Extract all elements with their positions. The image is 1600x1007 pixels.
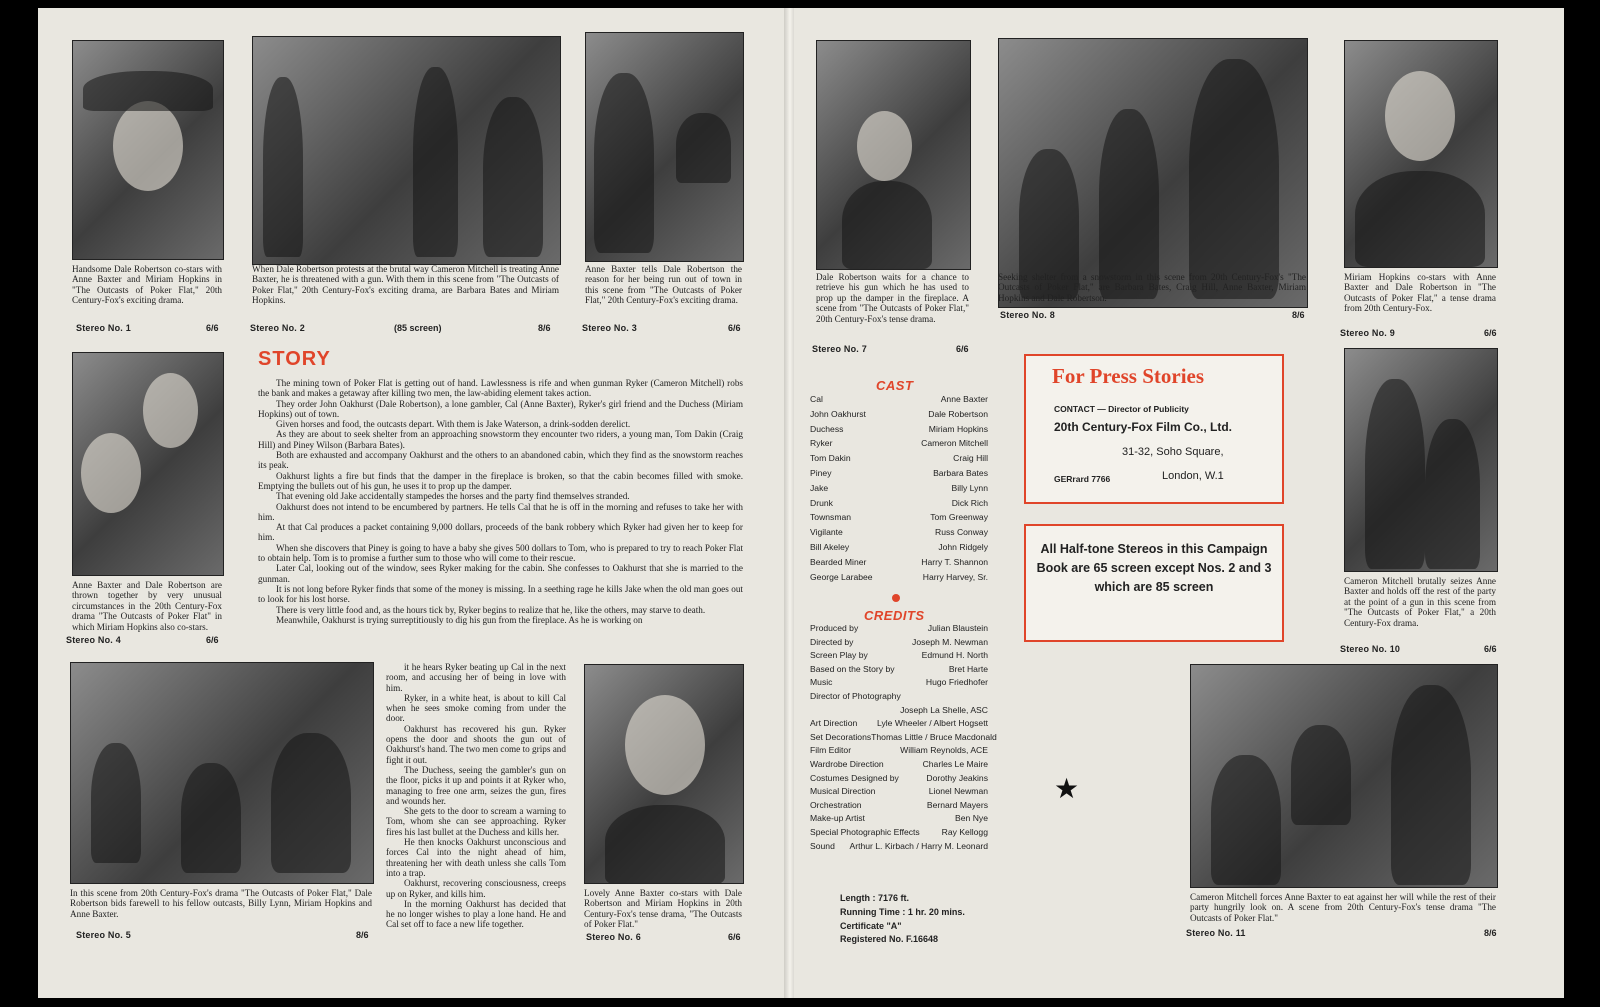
credit-name: Dick Rich (951, 497, 988, 508)
stereo-label-1: Stereo No. 1 (76, 323, 131, 333)
credit-role: Sound (810, 840, 835, 851)
caption-7: Dale Robertson waits for a chance to retrieve his gun which he has used to prop up the damper in the fireplace. A scene from "The Outcasts of Poker Flat," 20th Century-Fox's tense drama. (816, 272, 969, 324)
story-paragraph: Oakhurst does not intend to be encumbered by partners. He tells Cal that he is off in the morning and refuses to take her with him. (258, 501, 743, 522)
press-contact: CONTACT — Director of Publicity (1054, 404, 1189, 414)
size-label-11: 8/6 (1484, 928, 1497, 938)
size-label-8: 8/6 (1292, 310, 1305, 320)
credit-name: Joseph M. Newman (912, 636, 988, 647)
still-photo-9 (1344, 40, 1498, 268)
caption-8: Seeking shelter from a snowstorm in this scene from 20th Century-Fox's "The Outcasts of Poker Flat," are Barbara Bates, Craig Hill, Anne Baxter, Miriam Hopkins and Dale Robertson. (998, 272, 1306, 303)
stereo-label-2: Stereo No. 2 (250, 323, 305, 333)
credit-role: Director of Photography (810, 690, 901, 701)
credit-role: Cal (810, 394, 823, 404)
story-paragraph: As they are about to seek shelter from an approaching snowstorm they encounter two riders, a young man, Tom Dakin (Craig Hill) and Piney Wilson (Barbara Bates). (258, 429, 743, 450)
story-heading: STORY (258, 348, 331, 370)
still-photo-2 (252, 36, 561, 265)
credit-name: Hugo Friedhofer (925, 677, 988, 688)
press-address-2: London, W.1 (1162, 470, 1224, 482)
caption-4: Anne Baxter and Dale Robertson are thrown together by very unusual circumstances in the 20th Century-Fox drama "The Outcasts of Poker Flat" in which Miriam Hopkins also co-stars. (72, 580, 222, 632)
credit-role: Film Editor (810, 745, 852, 756)
credit-role: John Oakhurst (810, 408, 866, 419)
size-label-6: 6/6 (728, 932, 741, 942)
credit-role: Bill Akeley (810, 541, 850, 552)
screen-note-2: (85 screen) (394, 323, 442, 333)
credit-role: Vigilante (810, 527, 843, 538)
credit-row (810, 466, 988, 481)
story-paragraph: It is not long before Ryker finds that some of the money is missing. In a seething rage he kills Jake when the old man goes out to look for his lost horse. (258, 583, 743, 605)
press-address-1: 31-32, Soho Square, (1122, 446, 1224, 458)
credit-role: Bearded Miner (810, 556, 867, 567)
stereo-label-4: Stereo No. 4 (66, 635, 121, 645)
caption-9: Miriam Hopkins co-stars with Anne Baxter and Dale Robertson in "The Outcasts of Poker Flat," a tense drama from 20th Century-Fox. (1344, 272, 1496, 314)
credit-name: Lyle Wheeler / Albert Hogsett (877, 718, 988, 729)
press-phone: GERrard 7766 (1054, 474, 1111, 484)
credit-row (810, 663, 988, 677)
left-page (38, 8, 790, 998)
credit-name: Anne Baxter (940, 394, 988, 404)
story-paragraph: Oakhurst lights a fire but finds that the damper in the fireplace is broken, so that the cabin becomes filled with smoke. Emptying the bullets out of his gun, he uses it to prop up the damper. (258, 470, 743, 491)
story-paragraph: She gets to the door to scream a warning to Tom, whom she can see approaching. Ryker fires his last bullet at the Duchess and kills her. (386, 806, 566, 837)
caption-3: Anne Baxter tells Dale Robertson the reason for her being run out of town in this scene from "The Outcasts of Poker Flat," 20th Century-Fox's exciting drama. (585, 264, 742, 306)
credit-row (810, 407, 988, 422)
story-paragraph: Oakhurst, recovering consciousness, creeps up on Ryker, and kills him. (386, 878, 566, 899)
credit-name: William Reynolds, ACE (900, 745, 988, 756)
right-page (794, 8, 1564, 998)
story-text (258, 378, 743, 660)
credit-row (810, 704, 988, 718)
credit-name: Ben Nye (955, 813, 988, 824)
story-paragraph: Later Cal, looking out of the window, sees Ryker making for the cabin. She confesses to Oakhurst that she is married to the gunman. (258, 563, 743, 584)
credit-row (810, 392, 988, 407)
credit-role: Set Decorations (810, 731, 872, 742)
credit-name: Billy Lynn (951, 482, 988, 493)
credit-row (810, 555, 988, 570)
story-paragraph: Both are exhausted and accompany Oakhurst and the others to an abandoned cabin, which they find as the snowstorm reaches its peak. (258, 450, 743, 471)
credit-name: Joseph La Shelle, ASC (900, 704, 988, 715)
credit-name: Julian Blaustein (927, 623, 988, 633)
credit-role: Duchess (810, 423, 844, 434)
credit-row (810, 570, 988, 585)
story-paragraph: Oakhurst has recovered his gun. Ryker opens the door and shoots the gun out of Oakhurst's hand. The two men come to grips and fight it out. (386, 723, 566, 765)
stereo-label-9: Stereo No. 9 (1340, 328, 1395, 338)
credit-row (810, 690, 988, 704)
story-paragraph: They order John Oakhurst (Dale Robertson), a lone gambler, Cal (Anne Baxter), Ryker's girl friend and the Duchess (Miriam Hopkins) out of town. (258, 398, 743, 419)
star-icon: ★ (1054, 773, 1080, 804)
credit-name: Dale Robertson (928, 408, 988, 419)
credit-row (810, 785, 988, 799)
credit-role: Orchestration (810, 799, 862, 810)
press-company: 20th Century-Fox Film Co., Ltd. (1054, 420, 1233, 434)
size-label-5: 8/6 (356, 930, 369, 940)
credit-name: Cameron Mitchell (921, 438, 988, 449)
credit-name: Edmund H. North (921, 650, 988, 661)
caption-10: Cameron Mitchell brutally seizes Anne Baxter and holds off the rest of the party at the point of a gun in this scene from "The Outcasts of Poker Flat," a 20th Century-Fox drama. (1344, 576, 1496, 628)
registered-text: Registered No. F.16648 (840, 934, 939, 945)
story-paragraph: There is very little food and, as the hours tick by, Ryker begins to realize that he, like the others, may starve to death. (276, 604, 706, 615)
credit-name: Craig Hill (953, 453, 988, 464)
stereo-label-8: Stereo No. 8 (1000, 310, 1055, 320)
size-label-4: 6/6 (206, 635, 219, 645)
credit-name: Bret Harte (948, 663, 988, 674)
credit-row (810, 799, 988, 813)
credit-role: Piney (810, 467, 832, 478)
credit-row (810, 540, 988, 555)
credit-name: Ray Kellogg (941, 826, 988, 837)
cast-heading: CAST (876, 378, 914, 393)
credit-role: Screen Play by (810, 650, 868, 661)
credit-row (810, 451, 988, 466)
credit-row (810, 510, 988, 525)
stereo-label-6: Stereo No. 6 (586, 932, 641, 942)
press-contact-box (1024, 354, 1284, 504)
still-photo-5 (70, 662, 374, 884)
credit-role: Based on the Story by (810, 663, 895, 674)
credit-role: Tom Dakin (810, 453, 851, 464)
credit-role: Directed by (810, 636, 854, 647)
stereo-label-5: Stereo No. 5 (76, 930, 131, 940)
credit-row (810, 731, 997, 745)
credit-row (810, 758, 988, 772)
still-photo-7 (816, 40, 971, 270)
credit-row (810, 481, 988, 496)
story-paragraph: He then knocks Oakhurst unconscious and forces Cal into the night ahead of him, threatening her with death unless she calls Tom into a trap. (386, 837, 566, 878)
credit-role: Wardrobe Direction (810, 758, 884, 769)
story-paragraph: it he hears Ryker beating up Cal in the next room, and accusing her of being in love with him. (386, 662, 566, 693)
film-meta (840, 892, 965, 947)
size-label-10: 6/6 (1484, 644, 1497, 654)
stereo-label-10: Stereo No. 10 (1340, 644, 1401, 654)
size-label-3: 6/6 (728, 323, 741, 333)
credit-row (810, 744, 988, 758)
credit-name: Russ Conway (934, 527, 988, 538)
caption-6: Lovely Anne Baxter co-stars with Dale Robertson and Miriam Hopkins in 20th Century-Fox's tense drama, "The Outcasts of Poker Flat." (584, 888, 742, 930)
halftone-note: All Half-tone Stereos in this Campaign Book are 65 screen except Nos. 2 and 3 which are 85 screen (1036, 542, 1272, 594)
credit-name: Barbara Bates (933, 467, 988, 478)
credit-row (810, 812, 988, 826)
still-photo-11 (1190, 664, 1498, 888)
still-photo-10 (1344, 348, 1498, 572)
credit-name: Harry Harvey, Sr. (922, 571, 988, 582)
credit-name: Tom Greenway (930, 512, 988, 523)
credit-role: George Larabee (810, 571, 873, 582)
press-title: For Press Stories (1052, 364, 1205, 388)
story-paragraph: Given horses and food, the outcasts depart. With them is Jake Waterson, a drink-sodden derelict. (276, 419, 631, 430)
credit-name: Bernard Mayers (926, 799, 988, 810)
credit-role: Drunk (810, 497, 833, 508)
credit-name: Lionel Newman (928, 786, 988, 797)
credit-name: Thomas Little / Bruce Macdonald (871, 731, 997, 742)
still-photo-6 (584, 664, 744, 884)
story-paragraph: When she discovers that Piney is going to have a baby she gives 500 dollars to Tom, who is prepared to try to reach Poker Flat to obtain help. Tom is to promise a further sum to those who will come to their rescue. (258, 542, 743, 564)
credit-role: Jake (810, 482, 829, 493)
credit-row (810, 636, 988, 650)
credit-name: John Ridgely (938, 541, 988, 552)
story-text-continued (386, 662, 566, 958)
story-paragraph: Meanwhile, Oakhurst is trying surreptitiously to dig his gun from the fireplace. As he is working on (276, 614, 643, 625)
credit-row (810, 772, 988, 786)
credit-name: Harry T. Shannon (921, 556, 988, 567)
credit-role: Townsman (810, 512, 852, 523)
caption-5: In this scene from 20th Century-Fox's drama "The Outcasts of Poker Flat," Dale Robertson bids farewell to his fellow outcasts, Billy Lynn, Miriam Hopkins and Anne Baxter. (70, 888, 372, 919)
stereo-label-7: Stereo No. 7 (812, 344, 867, 354)
credit-name: Charles Le Maire (922, 758, 988, 769)
credit-row (810, 525, 988, 540)
story-paragraph: Ryker, in a white heat, is about to kill Cal when he sees smoke coming from under the door. (386, 692, 566, 724)
credit-row (810, 622, 988, 636)
size-label-2: 8/6 (538, 323, 551, 333)
credit-role: Ryker (810, 438, 833, 449)
credit-row (810, 496, 988, 511)
still-photo-4 (72, 352, 224, 576)
credits-list (810, 622, 997, 853)
running-time-text: Running Time : 1 hr. 20 mins. (840, 906, 965, 917)
credit-row (810, 840, 988, 854)
caption-11: Cameron Mitchell forces Anne Baxter to eat against her will while the rest of their party hungrily look on. A scene from 20th Century-Fox's tense drama "The Outcasts of Poker Flat." (1190, 892, 1496, 923)
credit-role: Art Direction (810, 718, 858, 729)
stereo-label-3: Stereo No. 3 (582, 323, 637, 333)
credit-row (810, 436, 988, 451)
story-paragraph: The Duchess, seeing the gambler's gun on the floor, picks it up and points it at Ryker who, managing to free one arm, seizes the gun, fires and wounds her. (386, 764, 566, 806)
still-photo-3 (585, 32, 744, 262)
credits-heading: CREDITS (864, 608, 925, 623)
credit-name: Arthur L. Kirbach / Harry M. Leonard (849, 840, 988, 851)
credit-role: Musical Direction (810, 786, 876, 797)
size-label-9: 6/6 (1484, 328, 1497, 338)
section-dot (892, 594, 900, 602)
still-photo-1 (72, 40, 224, 260)
certificate-text: Certificate "A" (840, 920, 902, 931)
length-text: Length : 7176 ft. (840, 893, 910, 903)
cast-list (810, 392, 988, 584)
stereo-label-11: Stereo No. 11 (1186, 928, 1246, 938)
credit-row (810, 676, 988, 690)
credit-role: Make-up Artist (810, 813, 865, 824)
story-paragraph: The mining town of Poker Flat is getting out of hand. Lawlessness is rife and when gunman Ryker (Cameron Mitchell) robs the bank and makes a getaway after killing two men, the law-abiding element takes action. (258, 378, 743, 399)
story-paragraph: In the morning Oakhurst has decided that he no longer wishes to play a lone hand. He and Cal set off to face a new life together. (386, 898, 566, 930)
story-paragraph: At that Cal produces a packet containing 9,000 dollars, proceeds of the bank robbery which Ryker had given her to keep for him. (258, 522, 743, 543)
caption-1: Handsome Dale Robertson co-stars with Anne Baxter and Miriam Hopkins in "The Outcasts of Poker Flat," 20th Century-Fox's exciting drama. (72, 264, 222, 306)
credit-row (810, 717, 988, 731)
credit-role: Music (810, 677, 833, 688)
credit-name: Dorothy Jeakins (926, 772, 988, 783)
caption-2: When Dale Robertson protests at the brutal way Cameron Mitchell is treating Anne Baxter, he is threatened with a gun. With them in this scene from "The Outcasts of Poker Flat," 20th Century-Fox's exciting drama, are Barbara Bates and Miriam Hopkins. (252, 264, 559, 306)
still-photo-8 (998, 38, 1308, 308)
story-paragraph: That evening old Jake accidentally stampedes the horses and the party find themselves stranded. (276, 491, 630, 502)
size-label-7: 6/6 (956, 344, 969, 354)
credit-row (810, 422, 988, 437)
credit-role: Produced by (810, 623, 859, 633)
credit-role: Costumes Designed by (810, 772, 899, 783)
credit-row (810, 649, 988, 663)
credit-name: Miriam Hopkins (928, 423, 988, 434)
credit-row (810, 826, 988, 840)
halftone-note-box (1024, 524, 1284, 642)
size-label-1: 6/6 (206, 323, 219, 333)
credit-role: Special Photographic Effects (810, 826, 920, 837)
